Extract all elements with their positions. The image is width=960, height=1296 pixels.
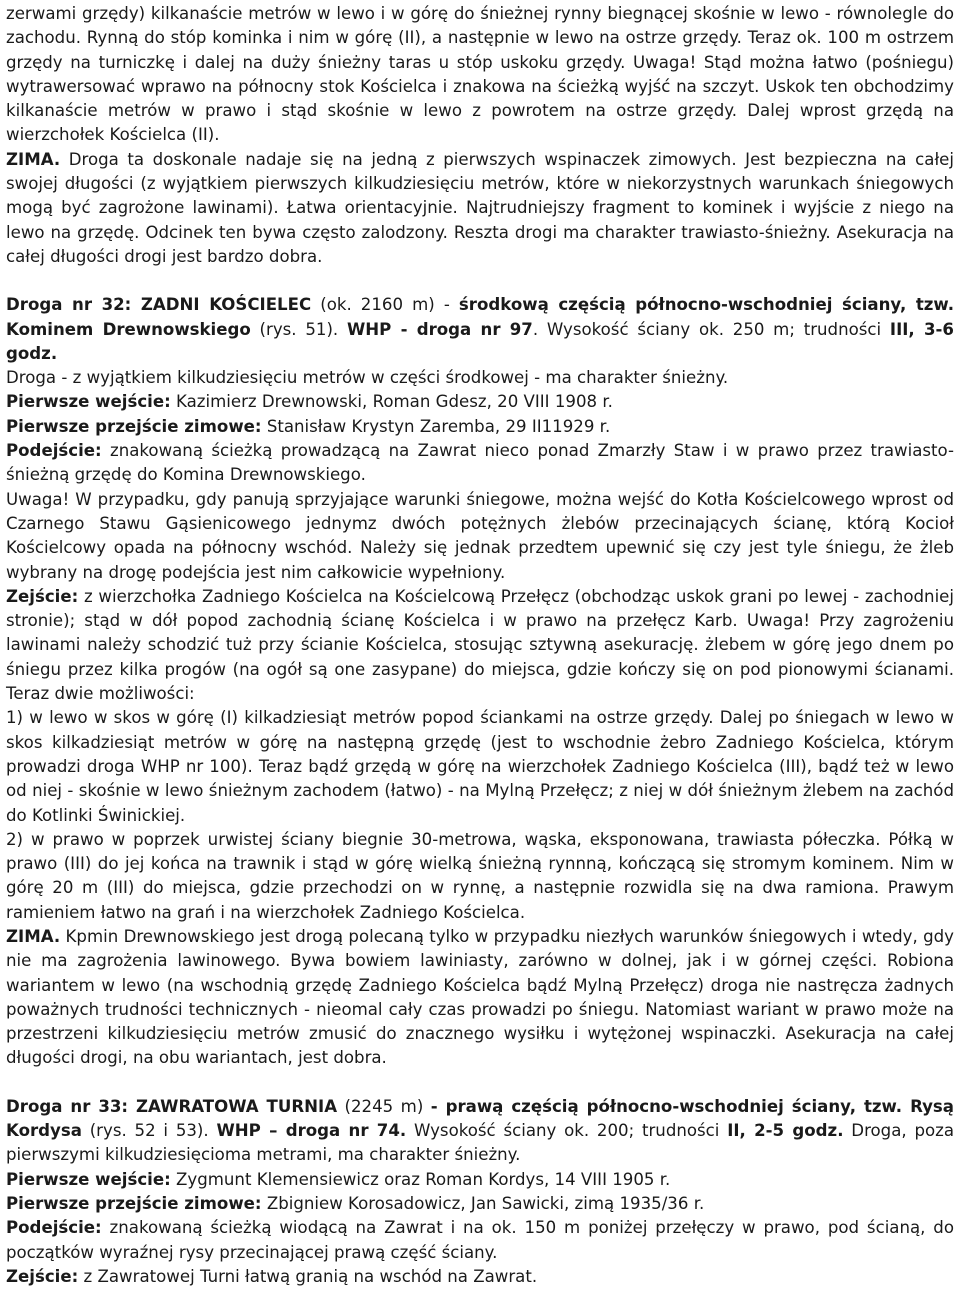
route-32-option-2: 2) w prawo w poprzek urwistej ściany biegnie 30-metrowa, wąska, eksponowana, trawiasta półeczka. Półką w prawo (III) do jej końca na trawnik i stąd w górę wielką śnieżną rynnną, kończącą się stromym kominem. Nim w górę 20 m (III) do miejsca, gdzie przechodzi on w rynnę, a następnie rozwidla się na dwa ramiona. Prawym ramieniem łatwo na grań i na wierzchołek Zadniego Kościelca. xyxy=(6,829,954,922)
route-33-approach: Podejście: znakowaną ścieżką wiodącą na Zawrat i na ok. 150 m poniżej przełęczy w prawo, pod ścianą, do początków wyraźnej rysy przecinającej prawą część ściany. xyxy=(6,1218,954,1262)
route-33-variant: - prawą częścią północno-wschodniej ściany, tzw. Rysą Kordysa xyxy=(6,1096,954,1141)
route-32-approach: Podejście: znakowaną ścieżką prowadzącą na Zawrat nieco ponad Zmarzły Staw i w prawo przez trawiasto-śnieżną grzędę do Komina Drewnowskiego. xyxy=(6,441,954,485)
route-32-description: Droga - z wyjątkiem kilkudziesięciu metrów w części środkowej - ma charakter śnieżny. xyxy=(6,368,729,388)
route-32-warning: Uwaga! W przypadku, gdy panują sprzyjające warunki śniegowe, można wejść do Kotła Kościelcowego wprost od Czarnego Stawu Gąsienicowego jednymz dwóch potężnych żlebów przecinających ścianę, którą Kocioł Kościelcowy opada na północny wschód. Należy się jednak przedtem upewnić się czy jest tyle śniegu, że żleb wybrany na drogę podejścia jest nim całkowicie wypełniony. xyxy=(6,489,954,582)
route-33-first-winter: Pierwsze przejście zimowe: Zbigniew Korosadowicz, Jan Sawicki, zimą 1935/36 r. xyxy=(6,1193,705,1213)
intro-winter-paragraph xyxy=(6,148,954,269)
winter-label: ZIMA. xyxy=(6,149,61,169)
route-33-whp: WHP – droga nr 74. xyxy=(216,1121,407,1141)
route-32-first-ascent: Pierwsze wejście: Kazimierz Drewnowski, Roman Gdesz, 20 VIII 1908 r. xyxy=(6,392,613,412)
route-32-first-winter: Pierwsze przejście zimowe: Stanisław Krystyn Zaremba, 29 II11929 r. xyxy=(6,416,611,436)
route-32-winter: ZIMA. Kpmin Drewnowskiego jest drogą polecaną tylko w przypadku niezłych warunków śniegowych i wtedy, gdy nie ma zagrożenia lawinowego. Bywa bowiem lawiniasty, zarówno w dolnej, jak i w górnej części. Robiona wariantem w lewo (na wschodnią grzędę Zadniego Kościelca bądź Mylną Przełęcz) droga nie nastręcza żadnych poważnych trudności technicznych - nieomal cały czas prowadzi po śniegu. Natomiast wariant w prawo może na przestrzeni kilkudziesięciu metrów zmusić do znacznego wysiłku i wytężonej wspinaczki. Asekuracja na całej długości drogi, na obu wariantach, jest dobra. xyxy=(6,926,954,1068)
winter-text: Droga ta doskonale nadaje się na jedną z pierwszych wspinaczek zimowych. Jest bezpieczna na całej swojej długości (z wyjątkiem pierwszych kilkudziesięciu metrów, które w niekorzystnych warunkach śniegowych mogą być zagrożone lawinami). Łatwa orientacyjnie. Najtrudniejszy fragment to kominek i wyjście z niego na lewo na grzędę. Odcinek ten bywa często zalodzony. Reszta drogi ma charakter trawiasto-śnieżny. Asekuracja na całej długości drogi jest bardzo dobra. xyxy=(6,149,954,266)
route-33-first-ascent: Pierwsze wejście: Zygmunt Klemensiewicz oraz Roman Kordys, 14 VIII 1905 r. xyxy=(6,1169,671,1189)
route-32-descent: Zejście: z wierzchołka Zadniego Kościelca na Kościelcową Przełęcz (obchodząc uskok grani po lewej - zachodniej stronie); stąd w dół popod zachodnią ścianę Kościelca i w prawo na przełęcz Karb. Uwaga! Przy zagrożeniu lawinami należy schodzić tuż przy ścianie Kościelca, stosując sztywną asekurację. żlebem w górę jego dnem po śniegu przez kilka progów (na ogół są one zasypane) do miejsca, gdzie kończy się on pod pionowymi ścianami. Teraz dwie możliwości: xyxy=(6,586,954,704)
route-32-heading: Droga nr 32: ZADNI KOŚCIELEC (ok. 2160 m) - środkową częścią północno-wschodniej ściany, tzw. Kominem Drewnowskiego (rys. 51). WHP - droga nr 97. Wysokość ściany ok. 250 m; trudności III, 3-6 godz. xyxy=(6,295,954,363)
route-32-whp: WHP - droga nr 97 xyxy=(346,319,533,339)
route-32-option-1: 1) w lewo w skos w górę (I) kilkadziesiąt metrów popod ściankami na ostrze grzędy. Dalej po śniegach w lewo w skos kilkadziesiąt metrów w górę na następną grzędę (jest to wschodnie żebro Zadniego Kościelca, którym prowadzi droga WHP nr 100). Teraz bądź grzędą w górę na wierzchołek Zadniego Kościelca (III), bądź też w lewo od niej - skośnie w lewo śnieżnym zachodem (łatwo) - na Mylną Przełęcz; z niej w dół śnieżnym żlebem na zachód do Kotlinki Świnickiej. xyxy=(6,708,954,825)
route-33-difficulty: II, 2-5 godz. xyxy=(727,1121,844,1141)
intro-paragraph: zerwami grzędy) kilkanaście metrów w lewo i w górę do śnieżnej rynny biegnącej skośnie w lewo - równolegle do zachodu. Rynną do stóp kominka i nim w górę (II), a następnie w lewo na ostrze grzędy. Teraz ok. 100 m ostrzem grzędy na turniczkę i dalej na duży śnieżny taras u stóp uskoku grzędy. Uwaga! Stąd można łatwo (pośniegu) wytrawersować wprawo na północny stok Kościelca i znakowa na ścieżką wyjść na szczyt. Uskok ten obchodzimy kilkanaście metrów w prawo i stąd skośnie w lewo z powrotem na ostrze grzędy. Dalej wprost grzędą na wierzchołek Kościelca (II). xyxy=(6,4,954,145)
section-gap xyxy=(6,269,954,293)
route-32-variant: środkową częścią północno-wschodniej ściany, tzw. Kominem Drewnowskiego xyxy=(6,295,954,339)
route-32-title: Droga nr 32: ZADNI KOŚCIELEC xyxy=(6,295,312,315)
section-gap xyxy=(6,1071,954,1095)
route-32-difficulty: III, 3-6 godz. xyxy=(6,319,954,363)
route-33-descent: Zejście: z Zawratowej Turni łatwą granią na wschód na Zawrat. xyxy=(6,1266,538,1286)
route-33-heading: Droga nr 33: ZAWRATOWA TURNIA (2245 m) - prawą częścią północno-wschodniej ściany, tzw. Rysą Kordysa (rys. 52 i 53). WHP – droga nr 74. Wysokość ściany ok. 200; trudności II, 2-5 godz. Droga, poza pierwszymi kilkudziesięcioma metrami, ma charakter śnieżny. xyxy=(6,1096,955,1165)
route-33-title: Droga nr 33: ZAWRATOWA TURNIA xyxy=(6,1096,338,1116)
